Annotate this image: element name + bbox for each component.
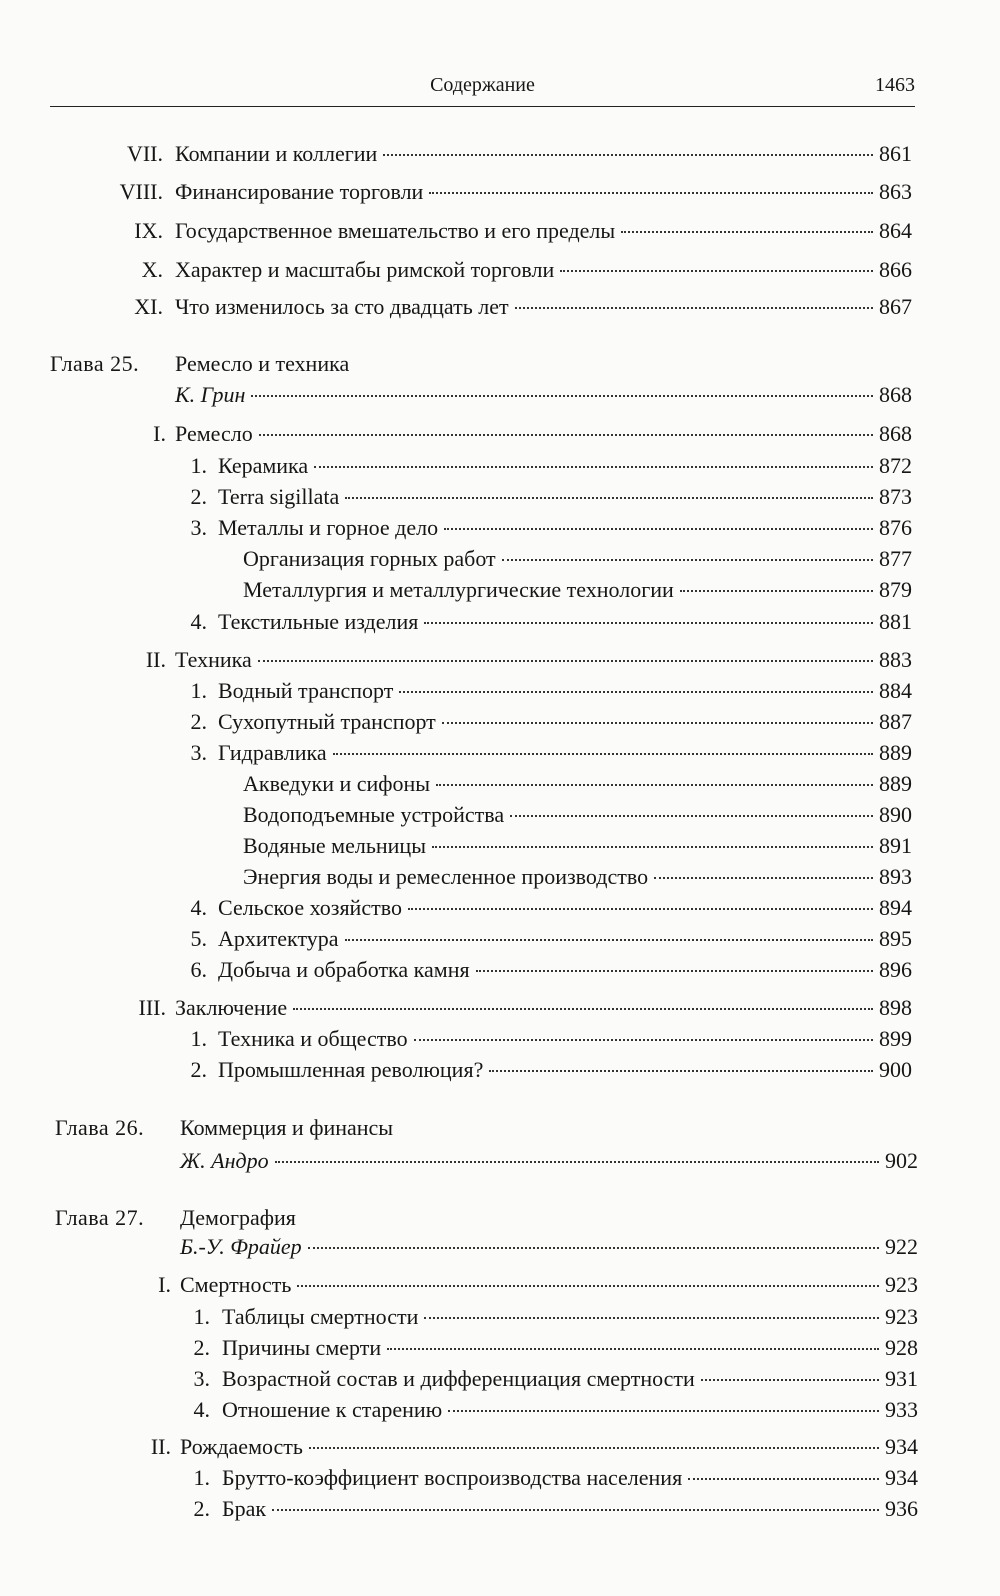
- dot-leader: [502, 559, 873, 561]
- dot-leader: [560, 270, 873, 272]
- entry-title: Финансирование торговли: [175, 179, 424, 204]
- entry-title: Сухопутный транспорт: [218, 709, 436, 734]
- toc-row: [0, 1056, 1000, 1084]
- toc-row: [0, 178, 1000, 206]
- toc-entry: [175, 293, 912, 321]
- chapter-author: Б.-У. Фрайер: [180, 1234, 302, 1259]
- toc-row: [0, 381, 1000, 409]
- dot-leader: [275, 1161, 879, 1163]
- page-number: 894: [879, 895, 912, 920]
- entry-title: Отношение к старению: [222, 1397, 443, 1422]
- subsection-number: 1.: [190, 453, 207, 478]
- toc-entry: [175, 217, 912, 245]
- toc-entry: [218, 708, 912, 736]
- subsection-number: 3.: [190, 740, 207, 765]
- toc-row: [0, 576, 1000, 604]
- toc-entry: [222, 1334, 918, 1362]
- subsection-number: 4.: [190, 609, 207, 634]
- page-number: 867: [879, 294, 912, 319]
- toc-entry: [180, 1271, 918, 1299]
- toc-entry: [218, 677, 912, 705]
- page-number: 876: [879, 515, 912, 540]
- page-number: 889: [879, 740, 912, 765]
- section-number: III.: [138, 995, 166, 1020]
- page-number: 928: [885, 1335, 918, 1360]
- dot-leader: [258, 660, 873, 662]
- toc-row: [0, 956, 1000, 984]
- dot-leader: [621, 231, 873, 233]
- entry-title: Сельское хозяйство: [218, 895, 402, 920]
- toc-entry: [222, 1495, 918, 1523]
- dot-leader: [272, 1509, 879, 1511]
- dot-leader: [408, 908, 873, 910]
- entry-title: Акведуки и сифоны: [243, 771, 431, 796]
- toc-entry: [243, 576, 912, 604]
- dot-leader: [387, 1348, 879, 1350]
- page-number: 895: [879, 926, 912, 951]
- subsection-number: 2.: [193, 1496, 210, 1521]
- toc-row: [0, 1114, 1000, 1142]
- page-number: 931: [885, 1366, 918, 1391]
- entry-title: Причины смерти: [222, 1335, 382, 1360]
- entry-title: Металлы и горное дело: [218, 515, 439, 540]
- page-number: 896: [879, 957, 912, 982]
- subsection-number: 5.: [190, 926, 207, 951]
- toc-row: [0, 1147, 1000, 1175]
- entry-title: Рождаемость: [180, 1434, 303, 1459]
- toc-row: [0, 217, 1000, 245]
- dot-leader: [432, 846, 873, 848]
- dot-leader: [510, 815, 873, 817]
- dot-leader: [448, 1410, 879, 1412]
- page-number: 866: [879, 257, 912, 282]
- subsection-number: 6.: [190, 957, 207, 982]
- toc-row: [0, 1204, 1000, 1232]
- toc-row: [0, 708, 1000, 736]
- toc-row: [0, 1233, 1000, 1261]
- dot-leader: [345, 939, 873, 941]
- toc-row: [0, 483, 1000, 511]
- entry-title: Архитектура: [218, 926, 339, 951]
- dot-leader: [429, 192, 873, 194]
- dot-leader: [489, 1070, 873, 1072]
- page-number: 899: [879, 1026, 912, 1051]
- toc-row: [0, 350, 1000, 378]
- toc-row: [0, 801, 1000, 829]
- toc-row: [0, 1025, 1000, 1053]
- page-number: 898: [879, 995, 912, 1020]
- dot-leader: [308, 1247, 879, 1249]
- toc-row: [0, 293, 1000, 321]
- page-number: 900: [879, 1057, 912, 1082]
- toc-row: [0, 1271, 1000, 1299]
- toc-entry: [175, 420, 912, 448]
- dot-leader: [399, 691, 873, 693]
- entry-title: Водоподъемные устройства: [243, 802, 505, 827]
- toc-row: [0, 514, 1000, 542]
- chapter-author: К. Грин: [175, 382, 246, 407]
- dot-leader: [424, 1317, 879, 1319]
- entry-title: Государственное вмешательство и его пределы: [175, 218, 616, 243]
- toc-row: [0, 1464, 1000, 1492]
- toc-entry: [175, 381, 912, 409]
- toc-entry: [218, 739, 912, 767]
- page-number: 861: [879, 141, 912, 166]
- dot-leader: [688, 1478, 879, 1480]
- toc-row: [0, 925, 1000, 953]
- toc-row: [0, 1365, 1000, 1393]
- page-number: 883: [879, 647, 912, 672]
- toc-entry: [243, 770, 912, 798]
- page-number: 902: [885, 1148, 918, 1173]
- page-number: 864: [879, 218, 912, 243]
- toc-entry: [218, 894, 912, 922]
- toc-row: [0, 646, 1000, 674]
- subsection-number: 2.: [190, 484, 207, 509]
- page-number: 922: [885, 1234, 918, 1259]
- toc-row: [0, 770, 1000, 798]
- toc-entry: [218, 1056, 912, 1084]
- page-number: 873: [879, 484, 912, 509]
- subsection-number: 4.: [193, 1397, 210, 1422]
- toc-row: [0, 140, 1000, 168]
- section-number: II.: [150, 1434, 171, 1459]
- page-number: 893: [879, 864, 912, 889]
- page-number: 934: [885, 1465, 918, 1490]
- toc-entry: [218, 452, 912, 480]
- toc-entry: [218, 956, 912, 984]
- toc-row: [0, 1334, 1000, 1362]
- section-number: XI.: [134, 294, 163, 319]
- entry-title: Брак: [222, 1496, 267, 1521]
- toc-entry: [218, 608, 912, 636]
- chapter-author: Ж. Андро: [180, 1148, 269, 1173]
- entry-title: Промышленная революция?: [218, 1057, 484, 1082]
- subsection-number: 1.: [193, 1465, 210, 1490]
- entry-title: Что изменилось за сто двадцать лет: [175, 294, 509, 319]
- toc-row: [0, 256, 1000, 284]
- dot-leader: [476, 970, 873, 972]
- running-header: [50, 70, 915, 107]
- toc-row: [0, 420, 1000, 448]
- toc-entry: [180, 1233, 918, 1261]
- dot-leader: [309, 1447, 879, 1449]
- toc-row: [0, 545, 1000, 573]
- toc-entry: [222, 1303, 918, 1331]
- entry-title: Гидравлика: [218, 740, 327, 765]
- dot-leader: [444, 528, 873, 530]
- toc-entry: [243, 801, 912, 829]
- toc-entry: [243, 545, 912, 573]
- page-number: 889: [879, 771, 912, 796]
- section-number: I.: [153, 421, 166, 446]
- section-number: IX.: [134, 218, 163, 243]
- entry-title: Водный транспорт: [218, 678, 394, 703]
- entry-title: Водяные мельницы: [243, 833, 426, 858]
- dot-leader: [345, 497, 873, 499]
- toc-entry: [218, 483, 912, 511]
- subsection-number: 1.: [190, 1026, 207, 1051]
- toc-row: [0, 739, 1000, 767]
- toc-entry: [175, 140, 912, 168]
- toc-entry: [218, 925, 912, 953]
- entry-title: Компании и коллегии: [175, 141, 378, 166]
- dot-leader: [436, 784, 873, 786]
- page-number: 868: [879, 382, 912, 407]
- dot-leader: [251, 395, 873, 397]
- entry-title: Техника: [175, 647, 252, 672]
- page-number: 887: [879, 709, 912, 734]
- section-number: VII.: [126, 141, 163, 166]
- subsection-number: 2.: [190, 1057, 207, 1082]
- page-number: 933: [885, 1397, 918, 1422]
- chapter-title: Коммерция и финансы: [180, 1115, 394, 1140]
- dot-leader: [293, 1008, 873, 1010]
- entry-title: Текстильные изделия: [218, 609, 419, 634]
- toc-row: [0, 863, 1000, 891]
- toc-row: [0, 608, 1000, 636]
- page-number: 879: [879, 577, 912, 602]
- entry-title: Брутто-коэффициент воспроизводства населения: [222, 1465, 683, 1490]
- page-number: 877: [879, 546, 912, 571]
- dot-leader: [314, 466, 873, 468]
- page-number: 934: [885, 1434, 918, 1459]
- page-number: 872: [879, 453, 912, 478]
- toc-entry: [175, 646, 912, 674]
- toc-row: [0, 1433, 1000, 1461]
- page-number: 868: [879, 421, 912, 446]
- toc-entry: [243, 863, 912, 891]
- dot-leader: [680, 590, 873, 592]
- entry-title: Таблицы смертности: [222, 1304, 419, 1329]
- page-number: 923: [885, 1272, 918, 1297]
- dot-leader: [333, 753, 873, 755]
- toc-row: [0, 1303, 1000, 1331]
- subsection-number: 1.: [190, 678, 207, 703]
- page-number: 881: [879, 609, 912, 634]
- entry-title: Смертность: [180, 1272, 292, 1297]
- entry-title: Заключение: [175, 995, 288, 1020]
- entry-title: Terra sigillata: [218, 484, 340, 509]
- page-number: 863: [879, 179, 912, 204]
- chapter-number: Глава 25.: [50, 351, 140, 376]
- page-number: 890: [879, 802, 912, 827]
- toc-entry: [175, 178, 912, 206]
- toc-row: [0, 452, 1000, 480]
- page-number: 936: [885, 1496, 918, 1521]
- entry-title: Возрастной состав и дифференциация смертности: [222, 1366, 695, 1391]
- chapter-number: Глава 27.: [55, 1205, 145, 1230]
- subsection-number: 2.: [193, 1335, 210, 1360]
- entry-title: Ремесло: [175, 421, 253, 446]
- page-number: 884: [879, 678, 912, 703]
- toc-entry: [218, 514, 912, 542]
- toc-entry: [222, 1464, 918, 1492]
- chapter-title: Ремесло и техника: [175, 351, 350, 376]
- dot-leader: [383, 154, 873, 156]
- entry-title: Металлургия и металлургические технологии: [243, 577, 674, 602]
- toc-entry: [180, 1433, 918, 1461]
- toc-entry: [243, 832, 912, 860]
- subsection-number: 3.: [193, 1366, 210, 1391]
- toc-entry: [175, 994, 912, 1022]
- toc-row: [0, 994, 1000, 1022]
- header-page-number: 1463: [875, 74, 915, 96]
- toc-entry: [222, 1396, 918, 1424]
- toc-row: [0, 1396, 1000, 1424]
- toc-entry: [222, 1365, 918, 1393]
- entry-title: Энергия воды и ремесленное производство: [243, 864, 649, 889]
- subsection-number: 4.: [190, 895, 207, 920]
- entry-title: Организация горных работ: [243, 546, 496, 571]
- dot-leader: [414, 1039, 873, 1041]
- header-title: Содержание: [430, 74, 535, 96]
- toc-row: [0, 1495, 1000, 1523]
- dot-leader: [701, 1379, 879, 1381]
- dot-leader: [654, 877, 873, 879]
- subsection-number: 3.: [190, 515, 207, 540]
- subsection-number: 1.: [193, 1304, 210, 1329]
- page-number: 923: [885, 1304, 918, 1329]
- dot-leader: [515, 307, 873, 309]
- dot-leader: [424, 622, 873, 624]
- toc-row: [0, 832, 1000, 860]
- dot-leader: [442, 722, 873, 724]
- chapter-title: Демография: [180, 1205, 296, 1230]
- entry-title: Керамика: [218, 453, 309, 478]
- section-number: I.: [158, 1272, 171, 1297]
- chapter-number: Глава 26.: [55, 1115, 145, 1140]
- section-number: VIII.: [119, 179, 163, 204]
- toc-row: [0, 894, 1000, 922]
- subsection-number: 2.: [190, 709, 207, 734]
- section-number: X.: [141, 257, 163, 282]
- toc-entry: [218, 1025, 912, 1053]
- dot-leader: [259, 434, 873, 436]
- page-number: 891: [879, 833, 912, 858]
- entry-title: Добыча и обработка камня: [218, 957, 470, 982]
- section-number: II.: [145, 647, 166, 672]
- toc-entry: [180, 1147, 918, 1175]
- toc-row: [0, 677, 1000, 705]
- entry-title: Техника и общество: [218, 1026, 408, 1051]
- toc-entry: [175, 256, 912, 284]
- entry-title: Характер и масштабы римской торговли: [175, 257, 555, 282]
- dot-leader: [297, 1285, 879, 1287]
